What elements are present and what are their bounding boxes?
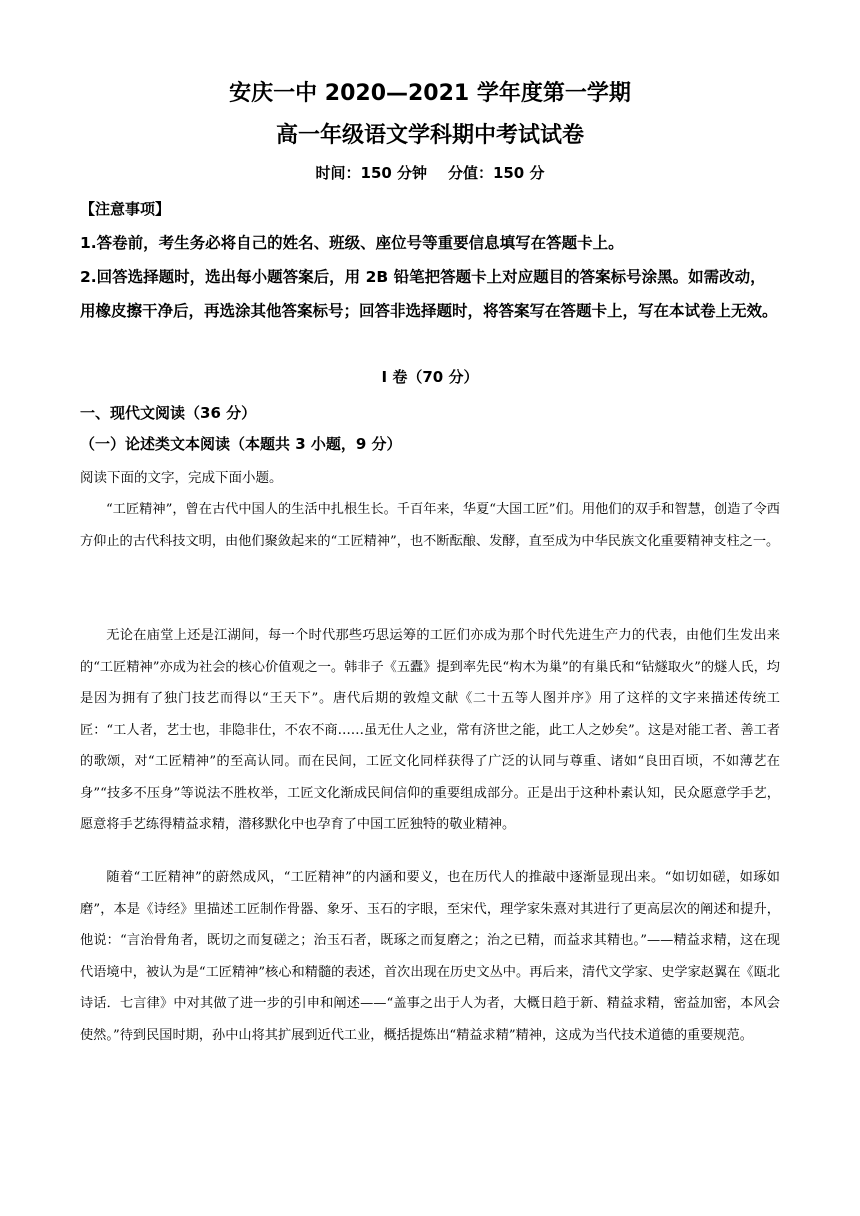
passage-paragraph-2 [80, 620, 780, 841]
notice-heading: 【注意事项】 [80, 200, 171, 218]
passage-paragraph-3-text: 随着“工匠精神”的蔚然成风，“工匠精神”的内涵和要义，也在历代人的推敲中逐渐显现出来。“如切如磋，如琢如磨”，本是《诗经》里描述工匠制作骨器、象牙、玉石的字眼，至宋代，理学家朱熹对其进行了更高层次的阐述和提升，他说：“言治骨角者，既切之而复磋之；治玉石者，既琢之而复磨之；治之已精，而益求其精也。”——精益求精，这在现代语境中，被认为是“工匠精神”核心和精髓的表述，首次出现在历史文丛中。再后来，清代文学家、史学家赵翼在《瓯北诗话．七言律》中对其做了进一步的引申和阐述——“盖事之出于人为者，大概日趋于新、精益求精，密益加密，本风会使然。”待到民国时期，孙中山将其扩展到近代工业，概括提炼出“精益求精”精神，这成为当代技术道德的重要规范。 [80, 870, 780, 1043]
notice-item-1: 1.答卷前，考生务必将自己的姓名、班级、座位号等重要信息填写在答题卡上。 [80, 234, 624, 252]
notice-item-2: 2.回答选择题时，选出每小题答案后，用 2B 铅笔把答题卡上对应题目的答案标号涂黑。如需改动，用橡皮擦干净后，再选涂其他答案标号；回答非选择题时，将答案写在答题卡上，写在本试卷上无效。 [80, 268, 778, 320]
passage-paragraph-1-text: “工匠精神”，曾在古代中国人的生活中扎根生长。千百年来，华夏“大国工匠”们。用他们的双手和智慧，创造了令西方仰止的古代科技文明，由他们聚敛起来的“工匠精神”，也不断酝酿、发酵，直至成为中华民族文化重要精神支柱之一。 [80, 502, 780, 549]
passage-paragraph-3 [80, 862, 780, 1051]
section-heading: 一、现代文阅读（36 分） [80, 404, 257, 422]
passage-paragraph-2-text: 无论在庙堂上还是江湖间，每一个时代那些巧思运筹的工匠们亦成为那个时代先进生产力的代表，由他们生发出来的“工匠精神”亦成为社会的核心价值观之一。韩非子《五蠹》提到率先民“构木为巢”的有巢氏和“钻燧取火”的燧人氏，均是因为拥有了独门技艺而得以“王天下”。唐代后期的敦煌文献《二十五等人图并序》用了这样的文字来描述传统工匠：“工人者，艺士也，非隐非仕，不农不商……虽无仕人之业，常有济世之能，此工人之妙矣”。这是对能工者、善工者的歌颂，对“工匠精神”的至高认同。而在民间，工匠文化同样获得了广泛的认同与尊重、诸如“良田百顷，不如薄艺在身”“技多不压身”等说法不胜枚举，工匠文化渐成民间信仰的重要组成部分。正是出于这种朴素认知，民众愿意学手艺，愿意将手艺练得精益求精，潜移默化中也孕育了中国工匠独特的敬业精神。 [80, 628, 780, 832]
passage-paragraph-1 [80, 494, 780, 557]
exam-title-line2: 高一年级语文学科期中考试试卷 [275, 123, 584, 148]
exam-title-line1: 安庆一中 2020—2021 学年度第一学期 [229, 81, 631, 106]
volume-heading: I 卷（70 分） [381, 368, 479, 386]
reading-instruction: 阅读下面的文字，完成下面小题。 [80, 470, 283, 486]
subsection-heading: （一）论述类文本阅读（本题共 3 小题，9 分） [80, 435, 402, 453]
exam-time-score: 时间：150 分钟 分值：150 分 [315, 164, 545, 182]
